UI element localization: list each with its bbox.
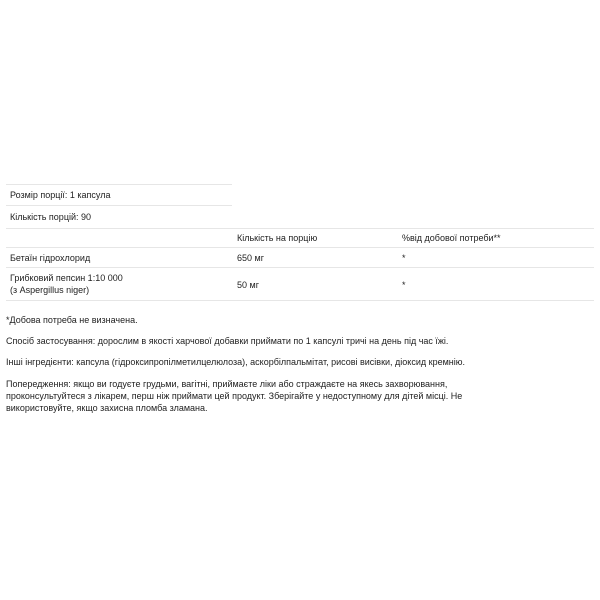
warning-text: проконсультуйтеся з лікарем, перш ніж приймати цей продукт. Зберігайте у недоступному для дітей місці. Не — [6, 391, 463, 401]
row-name-sub: (з Aspergillus niger) — [10, 285, 90, 295]
row-name: Бетаїн гідрохлорид — [10, 253, 91, 263]
divider — [6, 247, 594, 248]
divider — [6, 300, 594, 301]
header-amount: Кількість на порцію — [237, 233, 318, 243]
dv-note: *Добова потреба не визначена. — [6, 315, 138, 325]
row-dv: * — [402, 280, 406, 290]
divider — [6, 184, 232, 185]
warning-text: Попередження: якщо ви годуєте грудьми, вагітні, приймаєте ліки або страждаєте на якесь захворювання, — [6, 379, 448, 389]
header-dv: %від добової потреби** — [402, 233, 501, 243]
usage-text: Спосіб застосування: дорослим в якості харчової добавки приймати по 1 капсулі тричі на день під час їжі. — [6, 336, 449, 346]
serving-size: Розмір порції: 1 капсула — [10, 190, 111, 200]
divider — [6, 205, 232, 206]
divider — [6, 228, 594, 229]
warning-text: використовуйте, якщо захисна пломба зламана. — [6, 403, 208, 413]
row-amount: 50 мг — [237, 280, 259, 290]
ingredients-text: Інші інгредієнти: капсула (гідроксипропілметилцелюлоза), аскорбілпальмітат, рисові висівки, діоксид кремнію. — [6, 357, 465, 367]
row-dv: * — [402, 253, 406, 263]
divider — [6, 267, 594, 268]
row-amount: 650 мг — [237, 253, 264, 263]
servings-count: Кількість порцій: 90 — [10, 212, 92, 222]
row-name: Грибковий пепсин 1:10 000 — [10, 273, 123, 283]
